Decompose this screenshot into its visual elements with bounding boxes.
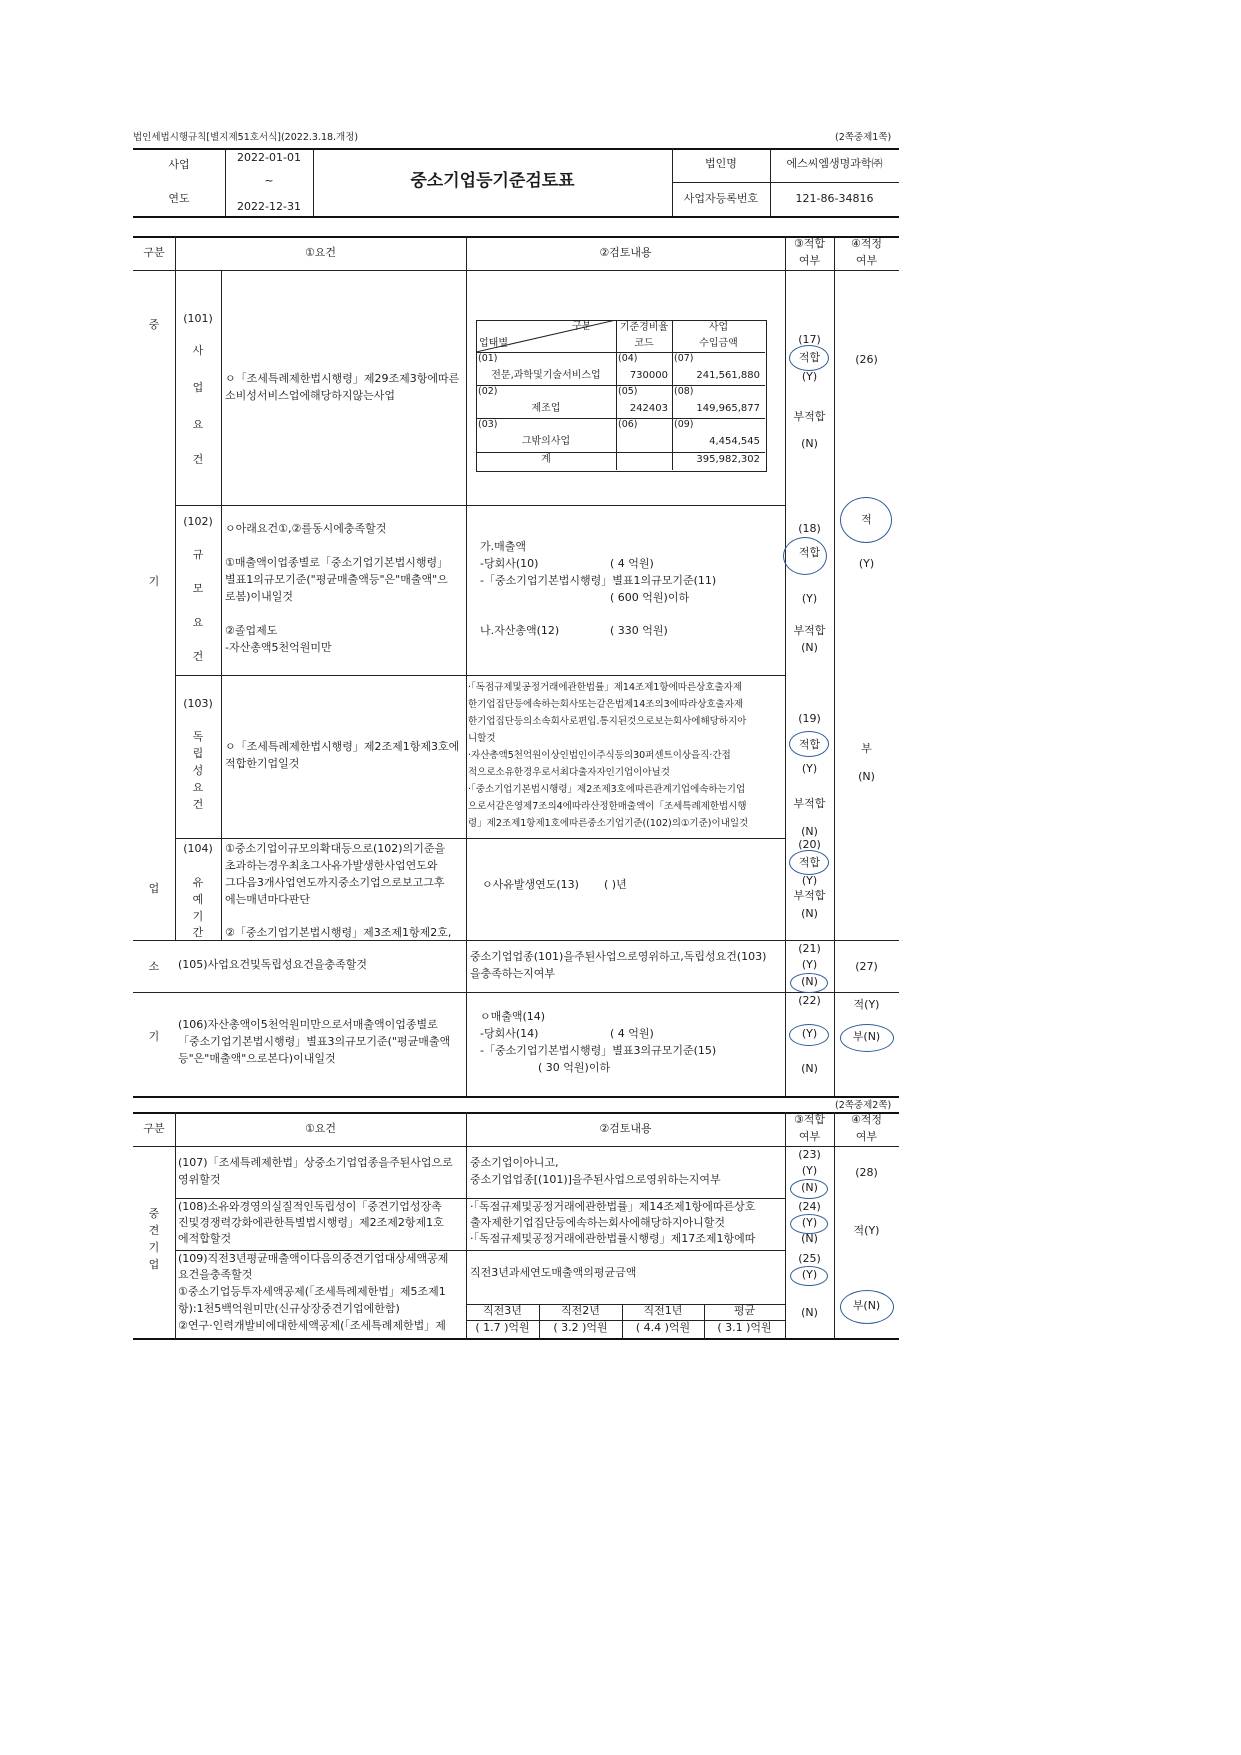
col-fit-1: ③적합: [793, 237, 826, 250]
r105-proper-no: (27): [855, 960, 878, 973]
table-header-industry: 업태별: [479, 338, 508, 349]
table-total: 395,982,302: [696, 454, 760, 465]
table-cell: (07): [674, 353, 694, 364]
r105-fit-y: (Y): [801, 958, 818, 971]
r103-review: ·자산총액5천억원이상인법인이주식등의30퍼센트이상을직·간접: [468, 750, 731, 761]
r107-review: 중소기업업종[(101)]을주된사업으로영위하는지여부: [470, 1173, 721, 1186]
r102-label: 모: [192, 582, 204, 595]
r106-fit-y: (Y): [801, 1027, 818, 1040]
r102-label: 요: [192, 616, 204, 629]
r109-requirement: 요건을충족할것: [178, 1268, 253, 1281]
r106-review: -당회사(14): [480, 1027, 539, 1040]
r107-requirement: (107)「조세특례제한법」상중소기업업종을주된사업으로: [178, 1156, 453, 1169]
r102-fit-circle: [783, 537, 827, 575]
table-cell: 그밖의사업: [521, 436, 571, 447]
r103-review: ·「독점규제및공정거래에관한법률」제14조제1항에따른상호출자제: [468, 682, 743, 693]
r109-fit-circle: [790, 1266, 828, 1286]
r108-fit-circle: [790, 1214, 828, 1234]
r103-requirement: ㅇ「조세특례제한법시행령」제2조제1항제3호에: [225, 740, 460, 753]
r102-review-value: ( 330 억원): [610, 624, 668, 637]
table-cell: (03): [478, 419, 498, 430]
biz-no: 121-86-34816: [795, 192, 874, 205]
r101-label: 업: [192, 381, 204, 394]
r103-review: 으로서같은영제7조의4에따라산정한매출액이「조세특례제한법시행: [468, 801, 747, 812]
r103-fit-no: (19): [798, 712, 821, 725]
p2-proper-n: 부(N): [852, 1299, 881, 1312]
page-label: (2쪽중제1쪽): [835, 132, 892, 143]
r104-fit-y: (Y): [801, 874, 818, 887]
table-cell: (05): [618, 386, 638, 397]
r101-label: 요: [192, 418, 204, 431]
table-header-amount: 수입금액: [699, 338, 738, 349]
r101-unfit: 부적합: [793, 410, 826, 423]
r108-requirement: 에적합할것: [178, 1232, 232, 1245]
r102-proper-y: (Y): [858, 557, 875, 570]
r107-fit-no: (23): [798, 1148, 821, 1161]
r102-fit-y: (Y): [801, 592, 818, 605]
r106-review-value: ( 30 억원)이하: [538, 1061, 611, 1074]
r103-proper: 부: [861, 742, 872, 755]
r102-review: 가.매출액: [480, 540, 527, 553]
table-cell: 242403: [629, 403, 668, 414]
r108-requirement: 진및경쟁력강화에관한특별법시행령」제2조제2항제1호: [178, 1216, 444, 1229]
r101-label: 사: [192, 344, 204, 357]
r109-value: ( 4.4 )억원: [635, 1321, 691, 1334]
r108-requirement: (108)소유와경영의실질적인독립성이「중견기업성장촉: [178, 1200, 442, 1213]
r103-review: 니할것: [468, 733, 496, 744]
col-category: 구분: [143, 246, 165, 259]
table-header-gubun: 구분: [572, 321, 592, 332]
r103-number: (103): [183, 697, 213, 710]
r104-label: 간: [192, 926, 204, 939]
col-review: ②검토내용: [599, 246, 652, 259]
side-char: 업: [148, 882, 160, 895]
r106-fit-no: (22): [798, 994, 821, 1007]
r101-label: 건: [192, 453, 204, 466]
col-requirement: ①요건: [304, 246, 337, 259]
r102-requirement: ②졸업제도: [225, 624, 278, 637]
col-fit-2: 여부: [798, 254, 821, 267]
r104-requirement: ①중소기업이규모의확대등으로(102)의기준을: [225, 842, 446, 855]
r106-proper-n: 부(N): [852, 1030, 881, 1043]
r105-requirement: (105)사업요건및독립성요건을충족할것: [178, 958, 367, 971]
table-cell: 제조업: [531, 403, 561, 414]
r109-col-header: 직전3년: [483, 1304, 522, 1317]
p2-col-category: 구분: [143, 1122, 165, 1135]
table-header-amount: 사업: [708, 322, 729, 333]
r105-fit-circle: [790, 973, 828, 993]
side-char: 중: [148, 318, 160, 331]
r104-fit: 적합: [798, 856, 821, 869]
r101-requirement: ㅇ「조세특례제한법시행령」제29조제3항에따른: [225, 372, 460, 385]
r101-fit-no: (17): [798, 333, 821, 346]
r103-label: 성: [192, 764, 204, 777]
r105-fit-no: (21): [798, 942, 821, 955]
r101-fit-y: (Y): [801, 370, 818, 383]
r103-proper-n: (N): [858, 770, 875, 783]
p2-col-fit-1: ③적합: [793, 1113, 826, 1126]
r109-requirement: 항):1천5백억원미만(신규상장중견기업에한함): [178, 1302, 400, 1315]
col-proper-1: ④적정: [850, 237, 883, 250]
r102-review: 나.자산총액(12): [480, 624, 560, 637]
r102-requirement: ①매출액이업종별로「중소기업기본법시행령」: [225, 556, 449, 569]
r108-review: 출자제한기업집단등에속하는회사에해당하지아니할것: [470, 1216, 726, 1229]
r106-fit-circle: [789, 1024, 829, 1046]
r104-review-value: ( )년: [604, 878, 627, 891]
r104-fit-no: (20): [798, 838, 821, 851]
table-total-label: 계: [541, 454, 551, 465]
r104-requirement: 초과하는경우최초그사유가발생한사업연도와: [225, 859, 438, 872]
r108-review: ·「독점규제및공정거래에관한법률」제14조제1항에따른상호: [470, 1200, 756, 1213]
corp-name-label: 법인명: [705, 157, 737, 170]
r101-unfit-n: (N): [801, 437, 818, 450]
r103-review: 한기업집단등의소속회사로편입.통지된것으로보는회사에해당하지아: [468, 716, 747, 727]
p2-col-proper-2: 여부: [855, 1130, 878, 1143]
r106-review-value: ( 4 억원): [610, 1027, 654, 1040]
r109-value: ( 3.2 )억원: [553, 1321, 608, 1334]
r105-fit-n: (N): [801, 975, 818, 988]
r104-unfit: 부적합: [793, 889, 826, 902]
r107-fit-circle: [790, 1179, 828, 1199]
r106-requirement: (106)자산총액이5천억원미만으로서매출액이업종별로: [178, 1018, 438, 1031]
r109-requirement: (109)직전3년평균매출액이다음의중견기업대상세액공제: [178, 1252, 449, 1265]
r106-review: -「중소기업기본법시행령」별표3의규모기준(15): [480, 1044, 717, 1057]
r103-unfit-n: (N): [801, 825, 818, 838]
r102-requirement: -자산총액5천억원미만: [225, 641, 332, 654]
r103-unfit: 부적합: [793, 797, 826, 810]
r107-requirement: 영위할것: [178, 1173, 221, 1186]
r109-fit-n: (N): [801, 1306, 818, 1319]
p2-side-char: 견: [148, 1224, 160, 1237]
p2-proper-circle: [840, 1290, 894, 1324]
r109-fit-y: (Y): [801, 1268, 818, 1281]
table-cell: (04): [618, 353, 638, 364]
year-label-1: 사업: [168, 158, 190, 171]
p2-side-char: 중: [148, 1207, 160, 1220]
p2-col-review: ②검토내용: [599, 1122, 652, 1135]
r104-label: 유: [192, 876, 204, 889]
r108-fit-n: (N): [801, 1232, 818, 1245]
r105-review: 중소기업업종(101)을주된사업으로영위하고,독립성요건(103): [470, 950, 767, 963]
r103-review: ·「중소기업기본법시행령」제2조제3호에따른관계기업에속하는기업: [468, 784, 746, 795]
r106-review: ㅇ매출액(14): [480, 1010, 546, 1023]
table-header-code: 코드: [634, 338, 654, 349]
r102-review-value: ( 4 억원): [610, 557, 654, 570]
r104-label: 기: [192, 910, 204, 923]
p2-side-char: 업: [148, 1258, 160, 1271]
r108-fit-y: (Y): [801, 1216, 818, 1229]
side-char: 기: [148, 1030, 160, 1043]
side-char: 소: [148, 960, 160, 973]
r103-fit-y: (Y): [801, 762, 818, 775]
r109-col-header: 평균: [733, 1304, 756, 1317]
r104-fit-circle: [789, 850, 829, 875]
r106-proper-circle: [840, 1024, 894, 1052]
r106-fit-n: (N): [801, 1062, 818, 1075]
r101-proper-no: (26): [855, 353, 878, 366]
r103-requirement: 적합한기업일것: [225, 757, 300, 770]
table-cell: (01): [478, 353, 498, 364]
r106-proper-y: 적(Y): [853, 998, 880, 1011]
r103-review: 적으로소유한경우로서최다출자자인기업이아닐것: [468, 767, 670, 778]
r102-fit: 적합: [798, 546, 821, 559]
r104-review: ㅇ사유발생연도(13): [482, 878, 579, 891]
r102-proper-circle: [840, 497, 892, 543]
table-header-code: 기준경비율: [619, 322, 669, 333]
r102-label: 규: [192, 548, 204, 561]
p2-col-requirement: ①요건: [304, 1122, 337, 1135]
r101-number: (101): [183, 312, 213, 325]
period-separator: ~: [264, 174, 274, 187]
r102-label: 건: [192, 650, 204, 663]
p2-side-char: 기: [148, 1241, 160, 1254]
r107-fit-n: (N): [801, 1181, 818, 1194]
table-cell: (02): [478, 386, 498, 397]
r104-number: (104): [183, 842, 213, 855]
r101-requirement: 소비성서비스업에해당하지않는사업: [225, 389, 396, 402]
table-cell: (08): [674, 386, 694, 397]
r104-label: 예: [192, 893, 204, 906]
page2-label: (2쪽중제2쪽): [835, 1100, 892, 1111]
r103-review: 한기업집단등에속하는회사또는같은법제14조의3에따라상호출자제: [468, 699, 744, 710]
r103-review: 령」제2조제1항제1호에따른중소기업기준((102)의①기준)이내일것: [468, 818, 749, 829]
r102-unfit: 부적합: [793, 624, 826, 637]
r103-fit-circle: [789, 731, 829, 757]
r103-fit: 적합: [798, 738, 821, 751]
table-cell: (09): [674, 419, 694, 430]
r102-fit-no: (18): [798, 522, 821, 535]
r102-requirement: 별표1의규모기준("평균매출액등"은"매출액"으: [225, 573, 448, 586]
r107-review: 중소기업이아니고,: [470, 1156, 559, 1169]
r107-fit-y: (Y): [801, 1164, 818, 1177]
r109-requirement: ②연구·인력개발비에대한세액공제(「조세특례제한법」제: [178, 1319, 446, 1332]
r103-label: 독: [192, 730, 204, 743]
r103-label: 요: [192, 781, 204, 794]
r108-fit-no: (24): [798, 1200, 821, 1213]
r109-col-header: 직전2년: [561, 1304, 600, 1317]
year-label-2: 연도: [168, 192, 190, 205]
col-proper-2: 여부: [855, 254, 878, 267]
table-cell: 149,965,877: [696, 403, 760, 414]
r104-requirement: 그다음3개사업연도까지중소기업으로보고그후: [225, 876, 445, 889]
table-cell: 241,561,880: [696, 370, 760, 381]
form-reference: 법인세법시행규칙[별지제51호서식](2022.3.18.개정): [133, 132, 359, 143]
p2-proper-no: (28): [855, 1166, 878, 1179]
r102-requirement: 로봄)이내일것: [225, 590, 294, 603]
r109-requirement: ①중소기업등투자세액공제(「조세특례제한법」제5조제1: [178, 1285, 446, 1298]
biz-no-label: 사업자등록번호: [683, 192, 759, 205]
r109-value: ( 3.1 )억원: [717, 1321, 772, 1334]
r103-label: 건: [192, 798, 204, 811]
r102-unfit-n: (N): [801, 641, 818, 654]
table-cell: 4,454,545: [709, 436, 760, 447]
r108-review: ·「독점규제및공정거래에관한법률시행령」제17조제1항에따: [470, 1232, 756, 1245]
r102-requirement: ㅇ아래요건①,②를동시에충족할것: [225, 522, 387, 535]
r109-col-header: 직전1년: [643, 1304, 683, 1317]
p2-col-fit-2: 여부: [798, 1130, 821, 1143]
r101-fit-circle: [789, 345, 829, 371]
period-end: 2022-12-31: [237, 200, 301, 213]
corp-name: 에스씨엠생명과학㈜: [786, 157, 883, 170]
p2-proper-y: 적(Y): [853, 1224, 880, 1237]
p2-col-proper-1: ④적정: [850, 1113, 883, 1126]
r106-requirement: 「중소기업기본법시행령」별표3의규모기준("평균매출액: [178, 1035, 451, 1048]
r101-fit: 적합: [798, 351, 821, 364]
table-cell: 730000: [629, 370, 668, 381]
r102-proper: 적: [861, 513, 872, 526]
table-cell: 전문,과학및기술서비스업: [491, 370, 601, 381]
r102-review: -「중소기업기본법시행령」별표1의규모기준(11): [480, 574, 717, 587]
r106-requirement: 등"은"매출액"으로본다)이내일것: [178, 1052, 336, 1065]
r104-requirement: ②「중소기업기본법시행령」제3조제1항제2호,: [225, 926, 452, 939]
r109-review: 직전3년과세연도매출액의평균금액: [470, 1266, 637, 1279]
r102-number: (102): [183, 515, 213, 528]
table-cell: (06): [618, 419, 638, 430]
r109-fit-no: (25): [798, 1252, 821, 1265]
r102-review-value: ( 600 억원)이하: [610, 591, 690, 604]
r109-value: ( 1.7 )억원: [475, 1321, 530, 1334]
r104-unfit-n: (N): [801, 907, 818, 920]
r105-review: 을충족하는지여부: [470, 967, 556, 980]
r102-review: -당회사(10): [480, 557, 539, 570]
r103-label: 립: [192, 747, 204, 760]
period-start: 2022-01-01: [237, 151, 301, 164]
document-title: 중소기업등기준검토표: [410, 171, 575, 191]
r104-requirement: 에는매년마다판단: [225, 893, 311, 906]
side-char: 기: [148, 575, 160, 588]
